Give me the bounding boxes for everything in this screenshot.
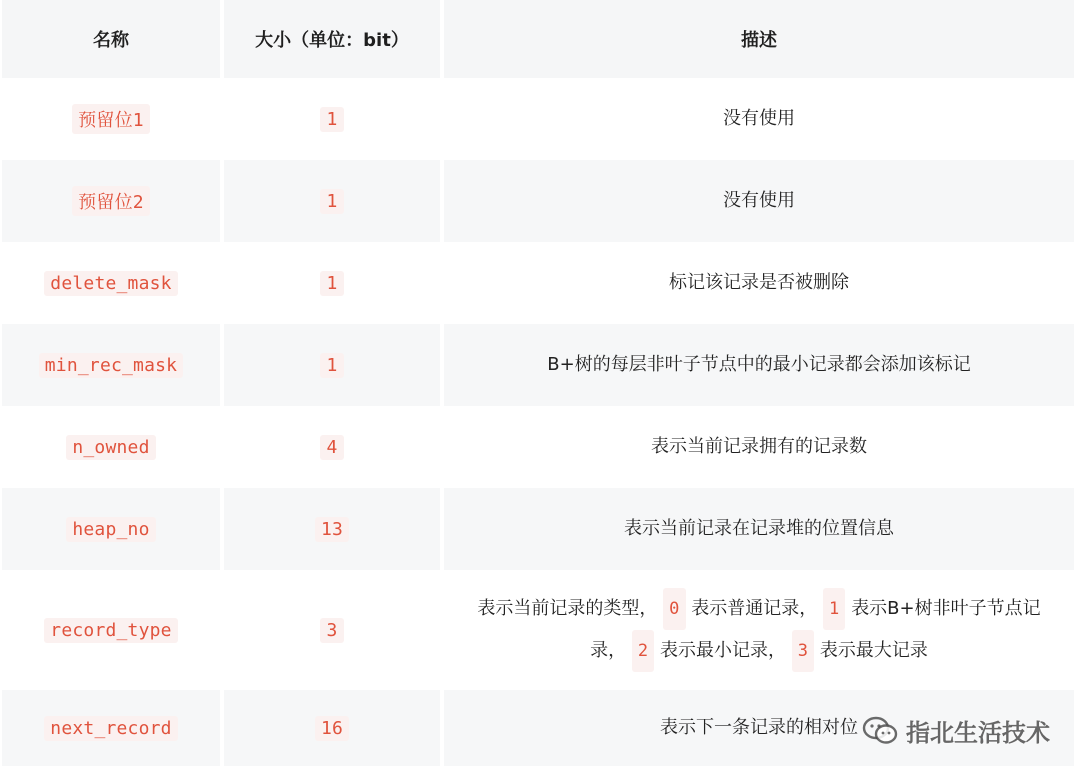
desc-text: 表示最大记录	[819, 640, 928, 661]
inline-code: 1	[823, 588, 845, 630]
cell-size	[224, 570, 440, 690]
cell-description	[444, 488, 1074, 570]
table-row	[2, 160, 1074, 242]
cell-description	[444, 160, 1074, 242]
field-name: record_type	[44, 618, 177, 643]
desc-text: 表示普通记录，	[691, 598, 818, 619]
desc-text: 表示当前记录的类型，	[477, 598, 658, 619]
field-description: B+树的每层非叶子节点中的最小记录都会添加该标记	[547, 354, 971, 375]
header-size: 大小（单位：bit）	[224, 0, 440, 78]
table-row	[2, 488, 1074, 570]
field-name: heap_no	[66, 517, 155, 542]
field-size: 1	[320, 271, 343, 296]
cell-name	[2, 160, 220, 242]
cell-description	[444, 324, 1074, 406]
cell-size	[224, 690, 440, 766]
cell-name	[2, 78, 220, 160]
cell-size	[224, 160, 440, 242]
cell-description	[444, 406, 1074, 488]
wechat-icon	[862, 716, 898, 746]
field-description: 没有使用	[723, 190, 795, 211]
cell-description	[444, 570, 1074, 690]
field-name: delete_mask	[44, 271, 177, 296]
header-description: 描述	[444, 0, 1074, 78]
cell-name	[2, 406, 220, 488]
field-description: 表示下一条记录的相对位	[660, 717, 858, 738]
field-name: 预留位1	[72, 104, 150, 134]
field-size: 1	[320, 107, 343, 132]
field-size: 13	[315, 517, 349, 542]
field-description	[450, 588, 1068, 672]
table-row	[2, 78, 1074, 160]
cell-name	[2, 324, 220, 406]
field-description: 表示当前记录在记录堆的位置信息	[624, 518, 894, 539]
cell-size	[224, 406, 440, 488]
field-size: 3	[320, 618, 343, 643]
cell-name	[2, 242, 220, 324]
field-size: 4	[320, 435, 343, 460]
field-size: 1	[320, 189, 343, 214]
field-name: 预留位2	[72, 186, 150, 216]
table-row	[2, 324, 1074, 406]
field-description: 没有使用	[723, 108, 795, 129]
desc-text: 录，	[590, 640, 627, 661]
field-name: n_owned	[66, 435, 155, 460]
watermark-text: 指北生活技术	[906, 719, 1050, 747]
table-row	[2, 242, 1074, 324]
field-description: 表示当前记录拥有的记录数	[651, 436, 867, 457]
watermark	[862, 713, 1050, 748]
desc-text: 表示B+树非叶子节点记	[851, 598, 1041, 619]
field-size: 16	[315, 716, 349, 741]
cell-name	[2, 570, 220, 690]
inline-code: 0	[663, 588, 685, 630]
cell-size	[224, 242, 440, 324]
desc-text: 表示最小记录，	[660, 640, 786, 661]
field-size: 1	[320, 353, 343, 378]
cell-name	[2, 488, 220, 570]
table-row	[2, 570, 1074, 690]
header-name: 名称	[2, 0, 220, 78]
field-description: 标记该记录是否被删除	[669, 272, 849, 293]
cell-description	[444, 242, 1074, 324]
cell-name	[2, 690, 220, 766]
inline-code: 3	[792, 630, 814, 672]
header-row	[2, 0, 1074, 78]
table-row	[2, 406, 1074, 488]
cell-size	[224, 488, 440, 570]
cell-description	[444, 78, 1074, 160]
cell-size	[224, 78, 440, 160]
field-name: min_rec_mask	[39, 353, 183, 378]
cell-size	[224, 324, 440, 406]
inline-code: 2	[632, 630, 654, 672]
field-name: next_record	[44, 716, 177, 741]
